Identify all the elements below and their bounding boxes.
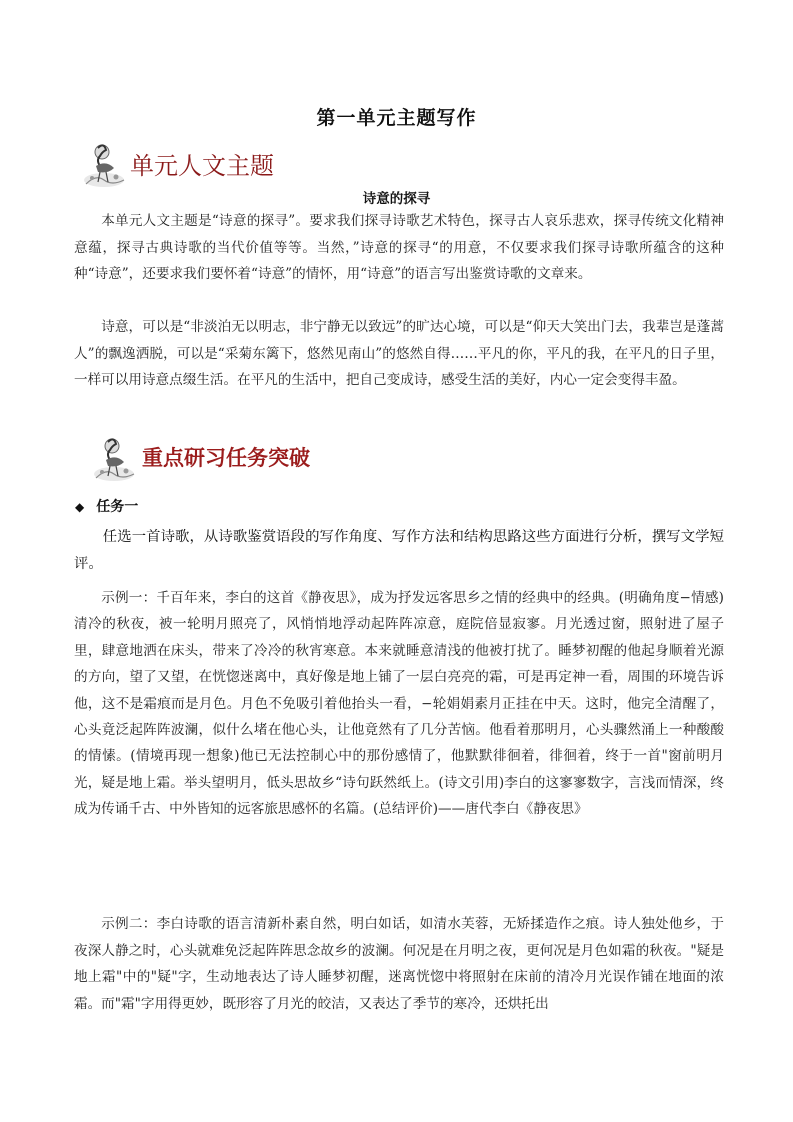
example-paragraph: 示例二：李白诗歌的语言清新朴素自然，明白如话，如清水芙蓉，无矫揉造作之痕。诗人独处他乡，于夜深人静之时，心头就难免泛起阵阵思念故乡的波澜。何况是在月明之夜，更何况是月色如霜的秋夜。"疑是地上霜"中的"疑"字，生动地表达了诗人睡梦初醒，迷离恍惚中将照射在床前的清冷月光误作铺在地面的浓霜。而"霜"字用得更妙，既形容了月光的皎洁，又表达了季节的寒冷，还烘托出	[74, 916, 724, 1012]
crane-emblem-icon	[88, 434, 140, 486]
task-description: 任选一首诗歌，从诗歌鉴赏语段的写作角度、写作方法和结构思路这些方面进行分析，撰写文学短评。	[74, 529, 724, 572]
task-label-text: 任务一	[96, 499, 139, 515]
section-heading-unit-theme: 单元人文主题	[130, 152, 274, 180]
section-subtitle: 诗意的探寻	[362, 191, 431, 207]
crane-emblem-icon	[78, 140, 130, 192]
task-label	[75, 496, 138, 516]
paragraph: 诗意，可以是“非淡泊无以明志，非宁静无以致远”的旷达心境，可以是“仰天大笑出门去，我辈岂是蓬蒿人”的飘逸洒脱，可以是“采菊东篱下，悠然见南山”的悠然自得……平凡的你，平凡的我，在平凡的日子里，一样可以用诗意点缀生活。在平凡的生活中，把自己变成诗，感受生活的美好，内心一定会变得丰盈。	[74, 319, 724, 389]
section-heading-key-tasks: 重点研习任务突破	[142, 446, 310, 470]
diamond-bullet-icon: ◆	[75, 500, 85, 514]
example-paragraph: 示例一：千百年来，李白的这首《静夜思》，成为抒发远客思乡之情的经典中的经典。(明确角度−情感)清冷的秋夜，被一轮明月照亮了，风悄悄地浮动起阵阵凉意，庭院倍显寂寥。月光透过窗，照射进了屋子里，肆意地洒在床头，带来了冷冷的秋宵寒意。本来就睡意清浅的他被打扰了。睡梦初醒的他起身顺着光源的方向，望了又望，在恍惚迷离中，真好像是地上铺了一层白亮亮的霜，可是再定神一看，周围的环境告诉他，这不是霜痕而是月色。月色不免吸引着他抬头一看，−轮娟娟素月正挂在中天。这时，他完全清醒了，心头竟泛起阵阵波澜，似什么堵在他心头，让他竟然有了几分苦恼。他看着那明月，心头骤然涌上一种酸酸的情愫。(情境再现一想象)他已无法控制心中的那份感情了，他默默徘徊着，徘徊着，终于一首"窗前明月光，疑是地上霜。举头望明月，低头思故乡“诗句跃然纸上。(诗文引用)李白的这寥寥数字，言浅而情深，终成为传诵千古、中外皆知的远客旅思感怀的名篇。(总结评价)——唐代李白《静夜思》	[74, 590, 724, 818]
paragraph: 本单元人文主题是“诗意的探寻”。要求我们探寻诗歌艺术特色，探寻古人哀乐悲欢，探寻传统文化精神意蕴，探寻古典诗歌的当代价值等等。当然，”诗意的探寻“的用意，不仅要求我们探寻诗歌所蕴含的这种种“诗意”，还要求我们要怀着“诗意”的情怀，用“诗意”的语言写出鉴赏诗歌的文章来。	[74, 213, 724, 283]
page-title: 第一单元主题写作	[316, 107, 477, 129]
